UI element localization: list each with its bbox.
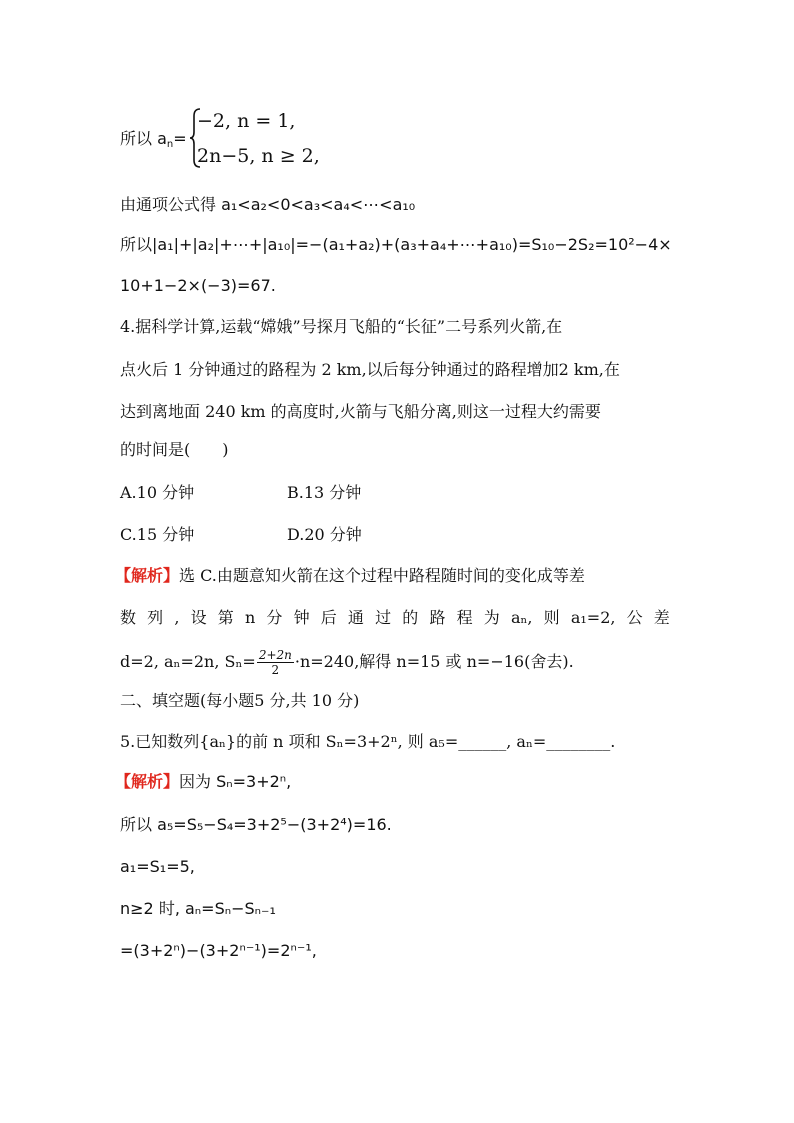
sol4-text-1: 选 C.由题意知火箭在这个过程中路程随时间的变化成等差 <box>179 566 585 585</box>
sol5-line-5: =(3+2ⁿ)−(3+2ⁿ⁻¹)=2ⁿ⁻¹, <box>120 941 317 960</box>
sol4-word: 后 <box>320 608 337 627</box>
q4-option-c: C.15 分钟 <box>120 525 195 544</box>
sol4-word: aₙ, <box>510 608 533 627</box>
sol4-line-3 <box>120 648 574 677</box>
sol5-line-4: n≥2 时, aₙ=Sₙ−Sₙ₋₁ <box>120 899 276 918</box>
q4-line-4: 的时间是( ) <box>120 440 229 459</box>
sol4-tag: 【解析】 <box>115 566 180 585</box>
sol5-line-1 <box>115 771 291 793</box>
case-two: 2n−5, n ≥ 2, <box>197 145 320 167</box>
sol4-word: 为 <box>483 608 500 627</box>
sol5-line-2: 所以 a₅=S₅−S₄=3+2⁵−(3+2⁴)=16. <box>120 815 392 834</box>
case-one: −2, n = 1, <box>197 110 296 132</box>
sol4-word: 数 <box>120 608 137 627</box>
sol4-word: 过 <box>375 608 392 627</box>
abs-sum-result: 10+1−2×(−3)=67. <box>120 276 276 295</box>
sol4-word: 设 <box>190 608 207 627</box>
piecewise-sub: n <box>166 139 174 150</box>
sol4-word: 差 <box>653 608 670 627</box>
sol4-word: 第 <box>217 608 234 627</box>
q5-line: 5.已知数列{aₙ}的前 n 项和 Sₙ=3+2ⁿ, 则 a₅=______, aₙ=________. <box>120 732 616 751</box>
q4-line-2: 点火后 1 分钟通过的路程为 2 km,以后每分钟通过的路程增加2 km,在 <box>120 360 620 379</box>
sol4-word: 列 <box>147 608 164 627</box>
sol4-line-2 <box>120 607 670 629</box>
sol4-word: 公 <box>626 608 643 627</box>
sol4-word: n <box>244 608 256 627</box>
order-line: 由通项公式得 a₁<a₂<0<a₃<a₄<⋯<a₁₀ <box>120 195 416 214</box>
q4-option-b: B.13 分钟 <box>287 483 362 502</box>
fraction-denominator: 2 <box>271 663 280 677</box>
sol4-word: , <box>174 608 180 627</box>
fraction <box>257 648 294 677</box>
piecewise-prefix: 所以 a <box>120 129 167 148</box>
sol4-word: 则 <box>543 608 560 627</box>
piecewise-line <box>120 128 187 150</box>
sol4-text-3a: d=2, aₙ=2n, Sₙ= <box>120 652 256 671</box>
fraction-numerator: 2+2n <box>258 648 292 662</box>
piecewise-eq: = <box>173 129 187 148</box>
sol5-line-3: a₁=S₁=5, <box>120 857 195 876</box>
sol4-word: 分 <box>266 608 283 627</box>
sol5-text-1: 因为 Sₙ=3+2ⁿ, <box>179 772 292 791</box>
sol5-tag: 【解析】 <box>115 772 180 791</box>
q4-line-3: 达到离地面 240 km 的高度时,火箭与飞船分离,则这一过程大约需要 <box>120 402 601 421</box>
q4-option-d: D.20 分钟 <box>287 525 362 544</box>
sol4-word: 钟 <box>293 608 310 627</box>
sol4-word: 的 <box>402 608 419 627</box>
q4-option-a: A.10 分钟 <box>120 483 195 502</box>
sol4-word: 程 <box>456 608 473 627</box>
section-title: 二、填空题(每小题5 分,共 10 分) <box>120 691 360 710</box>
sol4-word: 路 <box>429 608 446 627</box>
abs-sum-line: 所以|a₁|+|a₂|+⋯+|a₁₀|=−(a₁+a₂)+(a₃+a₄+⋯+a₁₀)=S₁₀−2S₂=10²−4× <box>120 235 672 254</box>
sol4-word: a₁=2, <box>570 608 616 627</box>
q4-line-1: 4.据科学计算,运载“嫦娥”号探月飞船的“长征”二号系列火箭,在 <box>120 317 563 336</box>
sol4-text-3b: ·n=240,解得 n=15 或 n=−16(舍去). <box>294 652 574 671</box>
sol4-line-1 <box>115 565 585 587</box>
sol4-word: 通 <box>347 608 364 627</box>
